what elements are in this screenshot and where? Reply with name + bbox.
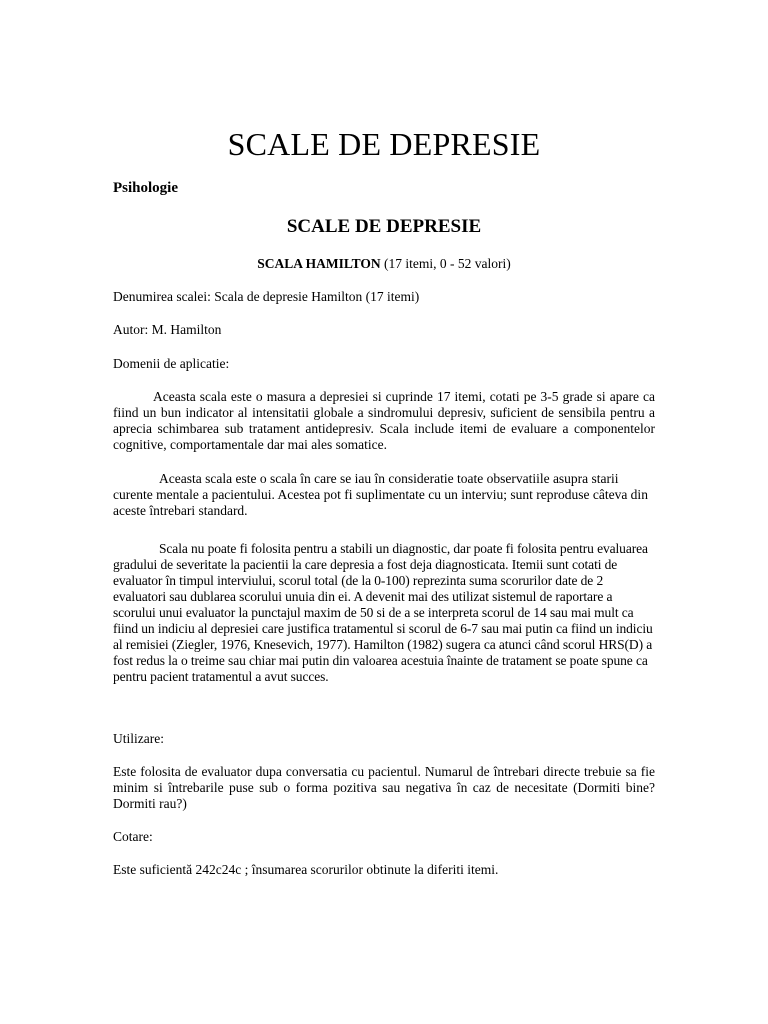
paragraph-observations: Aceasta scala este o scala în care se iau în consideratie toate observatiile asupra starii curente mentale a pacientului. Acestea pot fi suplimentate cu un interviu; sunt reproduse câteva din aceste întrebari standard.	[113, 471, 648, 518]
category-label: Psihologie	[113, 180, 179, 196]
scale-detail: (17 itemi, 0 - 52 valori)	[380, 256, 511, 271]
paragraph-usage: Este folosita de evaluator dupa conversatia cu pacientul. Numarul de întrebari directe trebuie sa fie minim si întrebarile puse sub o forma pozitiva sau negativa în caz de necesitate (Dormiti bine? Dormiti rau?)	[113, 764, 655, 811]
scoring-label: Cotare:	[113, 829, 153, 844]
scale-name-line: Denumirea scalei: Scala de depresie Hamilton (17 itemi)	[113, 289, 420, 304]
section-title: SCALE DE DEPRESIE	[286, 216, 482, 237]
paragraph-diagnostic: Scala nu poate fi folosita pentru a stabili un diagnostic, dar poate fi folosita pentru evaluarea gradului de severitate la pacientii la care depresia a fost deja diagnosticata. Itemii sunt cotati de evaluator în timpul interviului, scorul total (de la 0-100) reprezinta suma scorurilor date de 2 evaluatori sau dublarea scorului unuia din ei. A devenit mai des utilizat sistemul de raportare a scorului unui evaluator la punctajul maxim de 50 si de a se interpreta scorul de 14 sau mai mult ca fiind un indiciu al depresiei care justifica tratamentul si scorul de 6-7 sau mai putin ca fiind un indiciu al remisiei (Ziegler, 1976, Knesevich, 1977). Hamilton (1982) sugera ca atunci când scorul HRS(D) a fost redus la o treime sau chiar mai putin din valoarea acestuia înainte de tratament se poate spune ca pentru pacient tratamentul a avut succes.	[113, 541, 653, 684]
scale-heading	[0, 256, 768, 272]
scoring-text: Este suficientă 242c24c ; însumarea scorurilor obtinute la diferiti itemi.	[113, 862, 499, 877]
domains-label: Domenii de aplicatie:	[113, 356, 230, 371]
author-line: Autor: M. Hamilton	[113, 322, 222, 337]
scale-name: SCALA HAMILTON	[257, 256, 381, 271]
paragraph-description: Aceasta scala este o masura a depresiei si cuprinde 17 itemi, cotati pe 3-5 grade si apare ca fiind un bun indicator al intensitatii globale a sindromului depresiv, suficient de sensibila pentru a aprecia schimbarea sub tratament antidepresiv. Scala include itemi de evaluare a componentelor cognitive, comportamentale dar mai ales somatice.	[113, 389, 655, 452]
document-title: SCALE DE DEPRESIE	[227, 126, 541, 162]
usage-label: Utilizare:	[113, 731, 164, 746]
